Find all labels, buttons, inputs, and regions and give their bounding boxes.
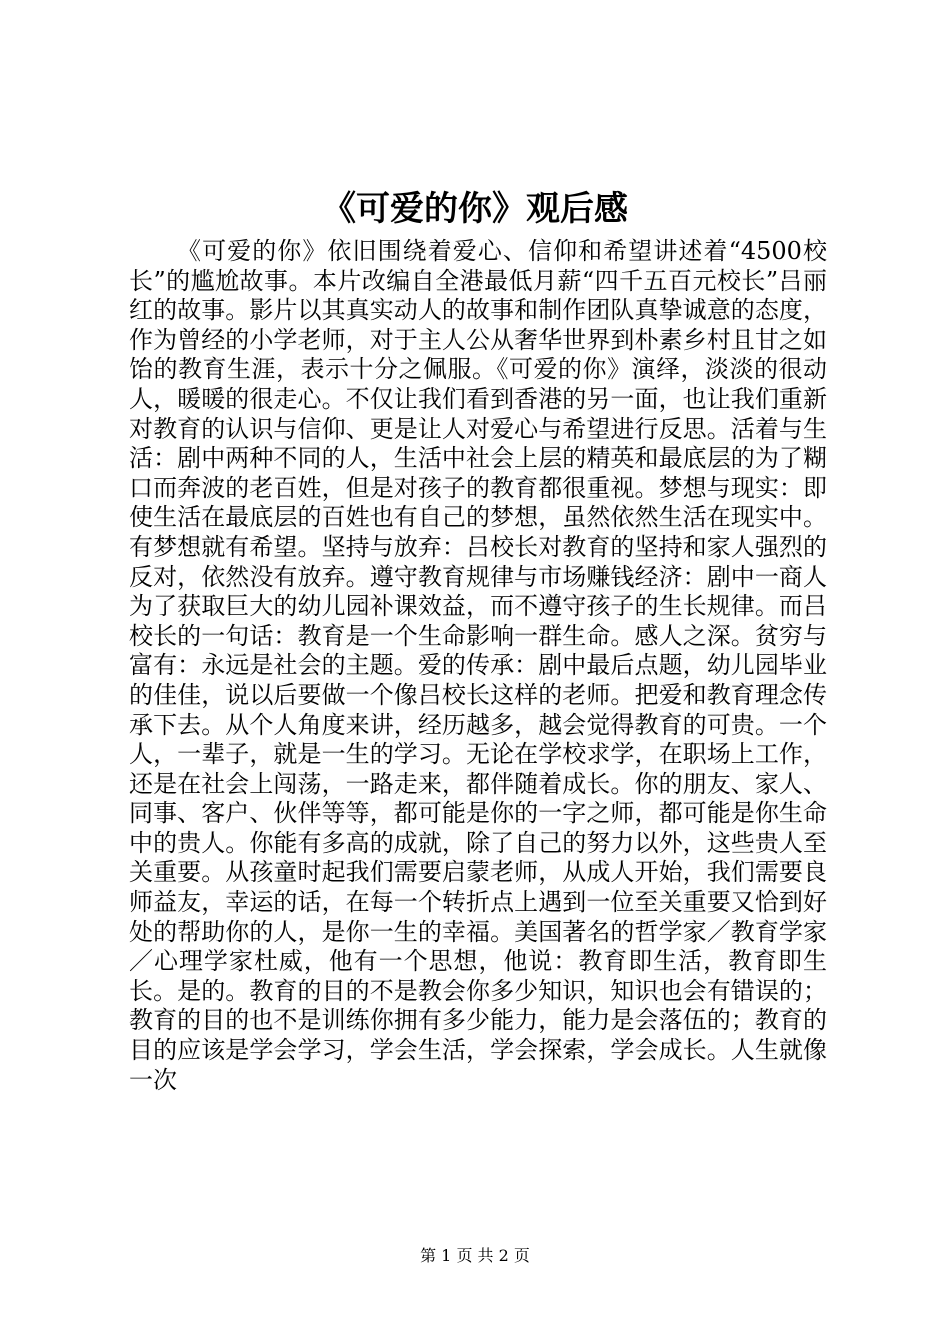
document-body-paragraph: 《可爱的你》依旧围绕着爱心、信仰和希望讲述着“4500校长”的尴尬故事。本片改编自全港最低月薪“四千五百元校长”吕丽红的故事。影片以其真实动人的故事和制作团队真挚诚意的态度，作为曾经的小学老师，对于主人公从奢华世界到朴素乡村且甘之如饴的教育生涯，表示十分之佩服。《可爱的你》演绎，淡淡的很动人，暖暖的很走心。不仅让我们看到香港的另一面，也让我们重新对教育的认识与信仰、更是让人对爱心与希望进行反思。活着与生活：剧中两种不同的人，生活中社会上层的精英和最底层的为了糊口而奔波的老百姓，但是对孩子的教育都很重视。梦想与现实：即使生活在最底层的百姓也有自己的梦想，虽然依然生活在现实中。有梦想就有希望。坚持与放弃：吕校长对教育的坚持和家人强烈的反对，依然没有放弃。遵守教育规律与市场赚钱经济：剧中一商人为了获取巨大的幼儿园补课效益，而不遵守孩子的生长规律。而吕校长的一句话：教育是一个生命影响一群生命。感人之深。贫穷与富有：永远是社会的主题。爱的传承：剧中最后点题，幼儿园毕业的佳佳，说以后要做一个像吕校长这样的老师。把爱和教育理念传承下去。从个人角度来讲，经历越多，越会觉得教育的可贵。一个人，一辈子，就是一生的学习。无论在学校求学，在职场上工作，还是在社会上闯荡，一路走来，都伴随着成长。你的朋友、家人、同事、客户、伙伴等等，都可能是你的一字之师，都可能是你生命中的贵人。你能有多高的成就，除了自己的努力以外，这些贵人至关重要。从孩童时起我们需要启蒙老师，从成人开始，我们需要良师益友，幸运的话，在每一个转折点上遇到一位至关重要又恰到好处的帮助你的人，是你一生的幸福。美国著名的哲学家／教育学家／心理学家杜威，他有一个思想，他说：教育即生活，教育即生长。是的。教育的目的不是教会你多少知识，知识也会有错误的；教育的目的也不是训练你拥有多少能力，能力是会落伍的；教育的目的应该是学会学习，学会生活，学会探索，学会成长。人生就像一次: [129, 237, 827, 1094]
page-number-footer: 第 1 页 共 2 页: [420, 1246, 530, 1265]
document-title: 《可爱的你》观后感: [322, 189, 628, 229]
